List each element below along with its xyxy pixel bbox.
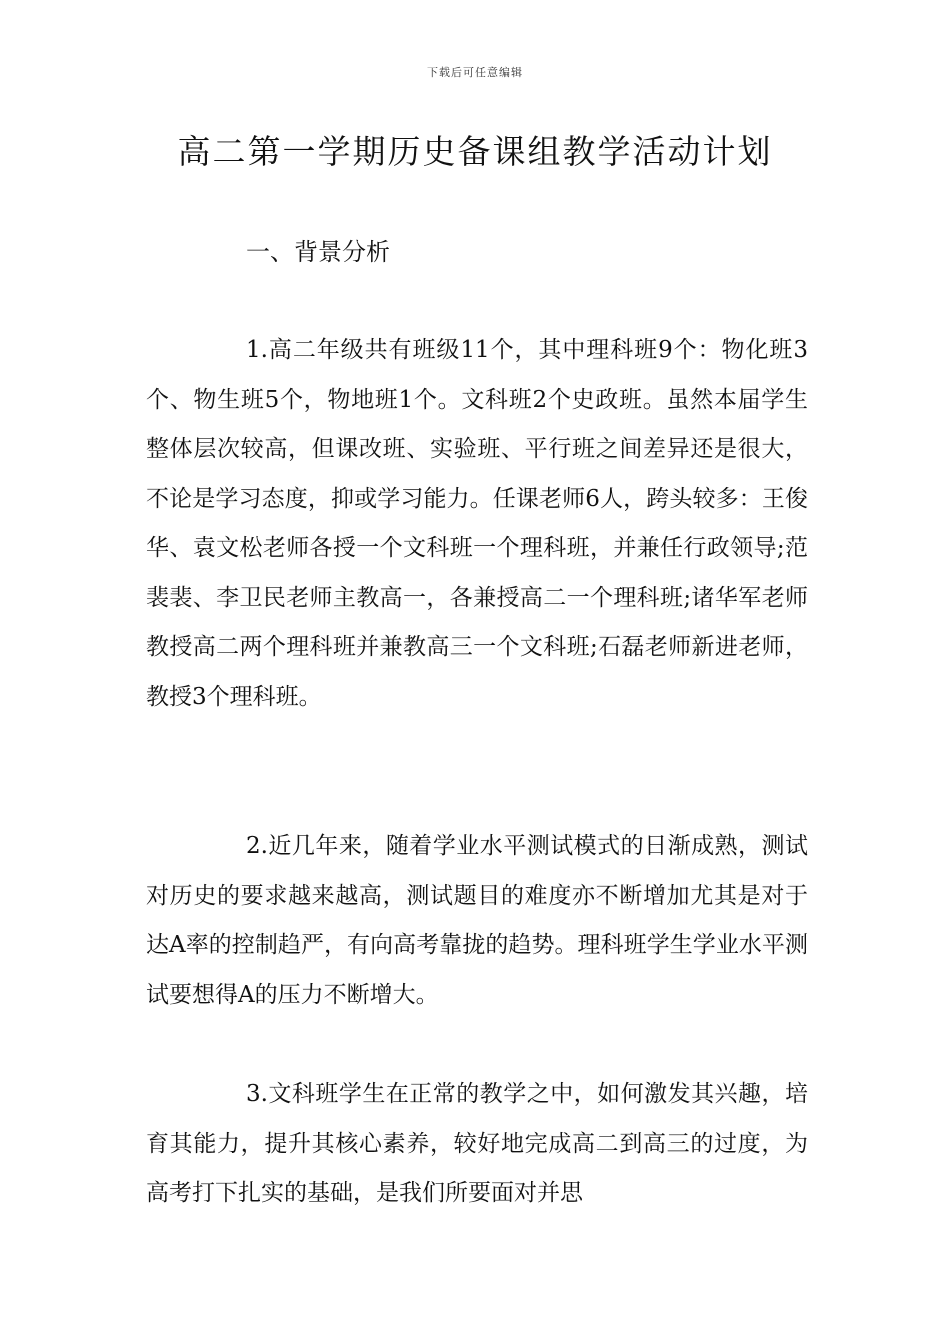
header-note: 下载后可任意编辑 bbox=[427, 66, 523, 79]
section-heading-background: 一、背景分析 bbox=[246, 238, 390, 266]
document-title: 高二第一学期历史备课组教学活动计划 bbox=[177, 132, 773, 171]
paragraph-2: 2.近几年来，随着学业水平测试模式的日渐成熟，测试对历史的要求越来越高，测试题目的难度亦不断增加尤其是对于达A率的控制趋严，有向高考靠拢的趋势。理科班学生学业水平测试要想得A的压力不断增大。 bbox=[146, 833, 808, 1008]
paragraph-3: 3.文科班学生在正常的教学之中，如何激发其兴趣，培育其能力，提升其核心素养，较好地完成高二到高三的过度，为高考打下扎实的基础，是我们所要面对并思 bbox=[146, 1081, 808, 1206]
paragraph-1: 1.高二年级共有班级11个，其中理科班9个：物化班3个、物生班5个，物地班1个。文科班2个史政班。虽然本届学生整体层次较高，但课改班、实验班、平行班之间差异还是很大，不论是学习态度，抑或学习能力。任课老师6人，跨头较多：王俊华、袁文松老师各授一个文科班一个理科班，并兼任行政领导;范裴裴、李卫民老师主教高一，各兼授高二一个理科班;诸华军老师教授高二两个理科班并兼教高三一个文科班;石磊老师新进老师，教授3个理科班。 bbox=[146, 337, 808, 710]
